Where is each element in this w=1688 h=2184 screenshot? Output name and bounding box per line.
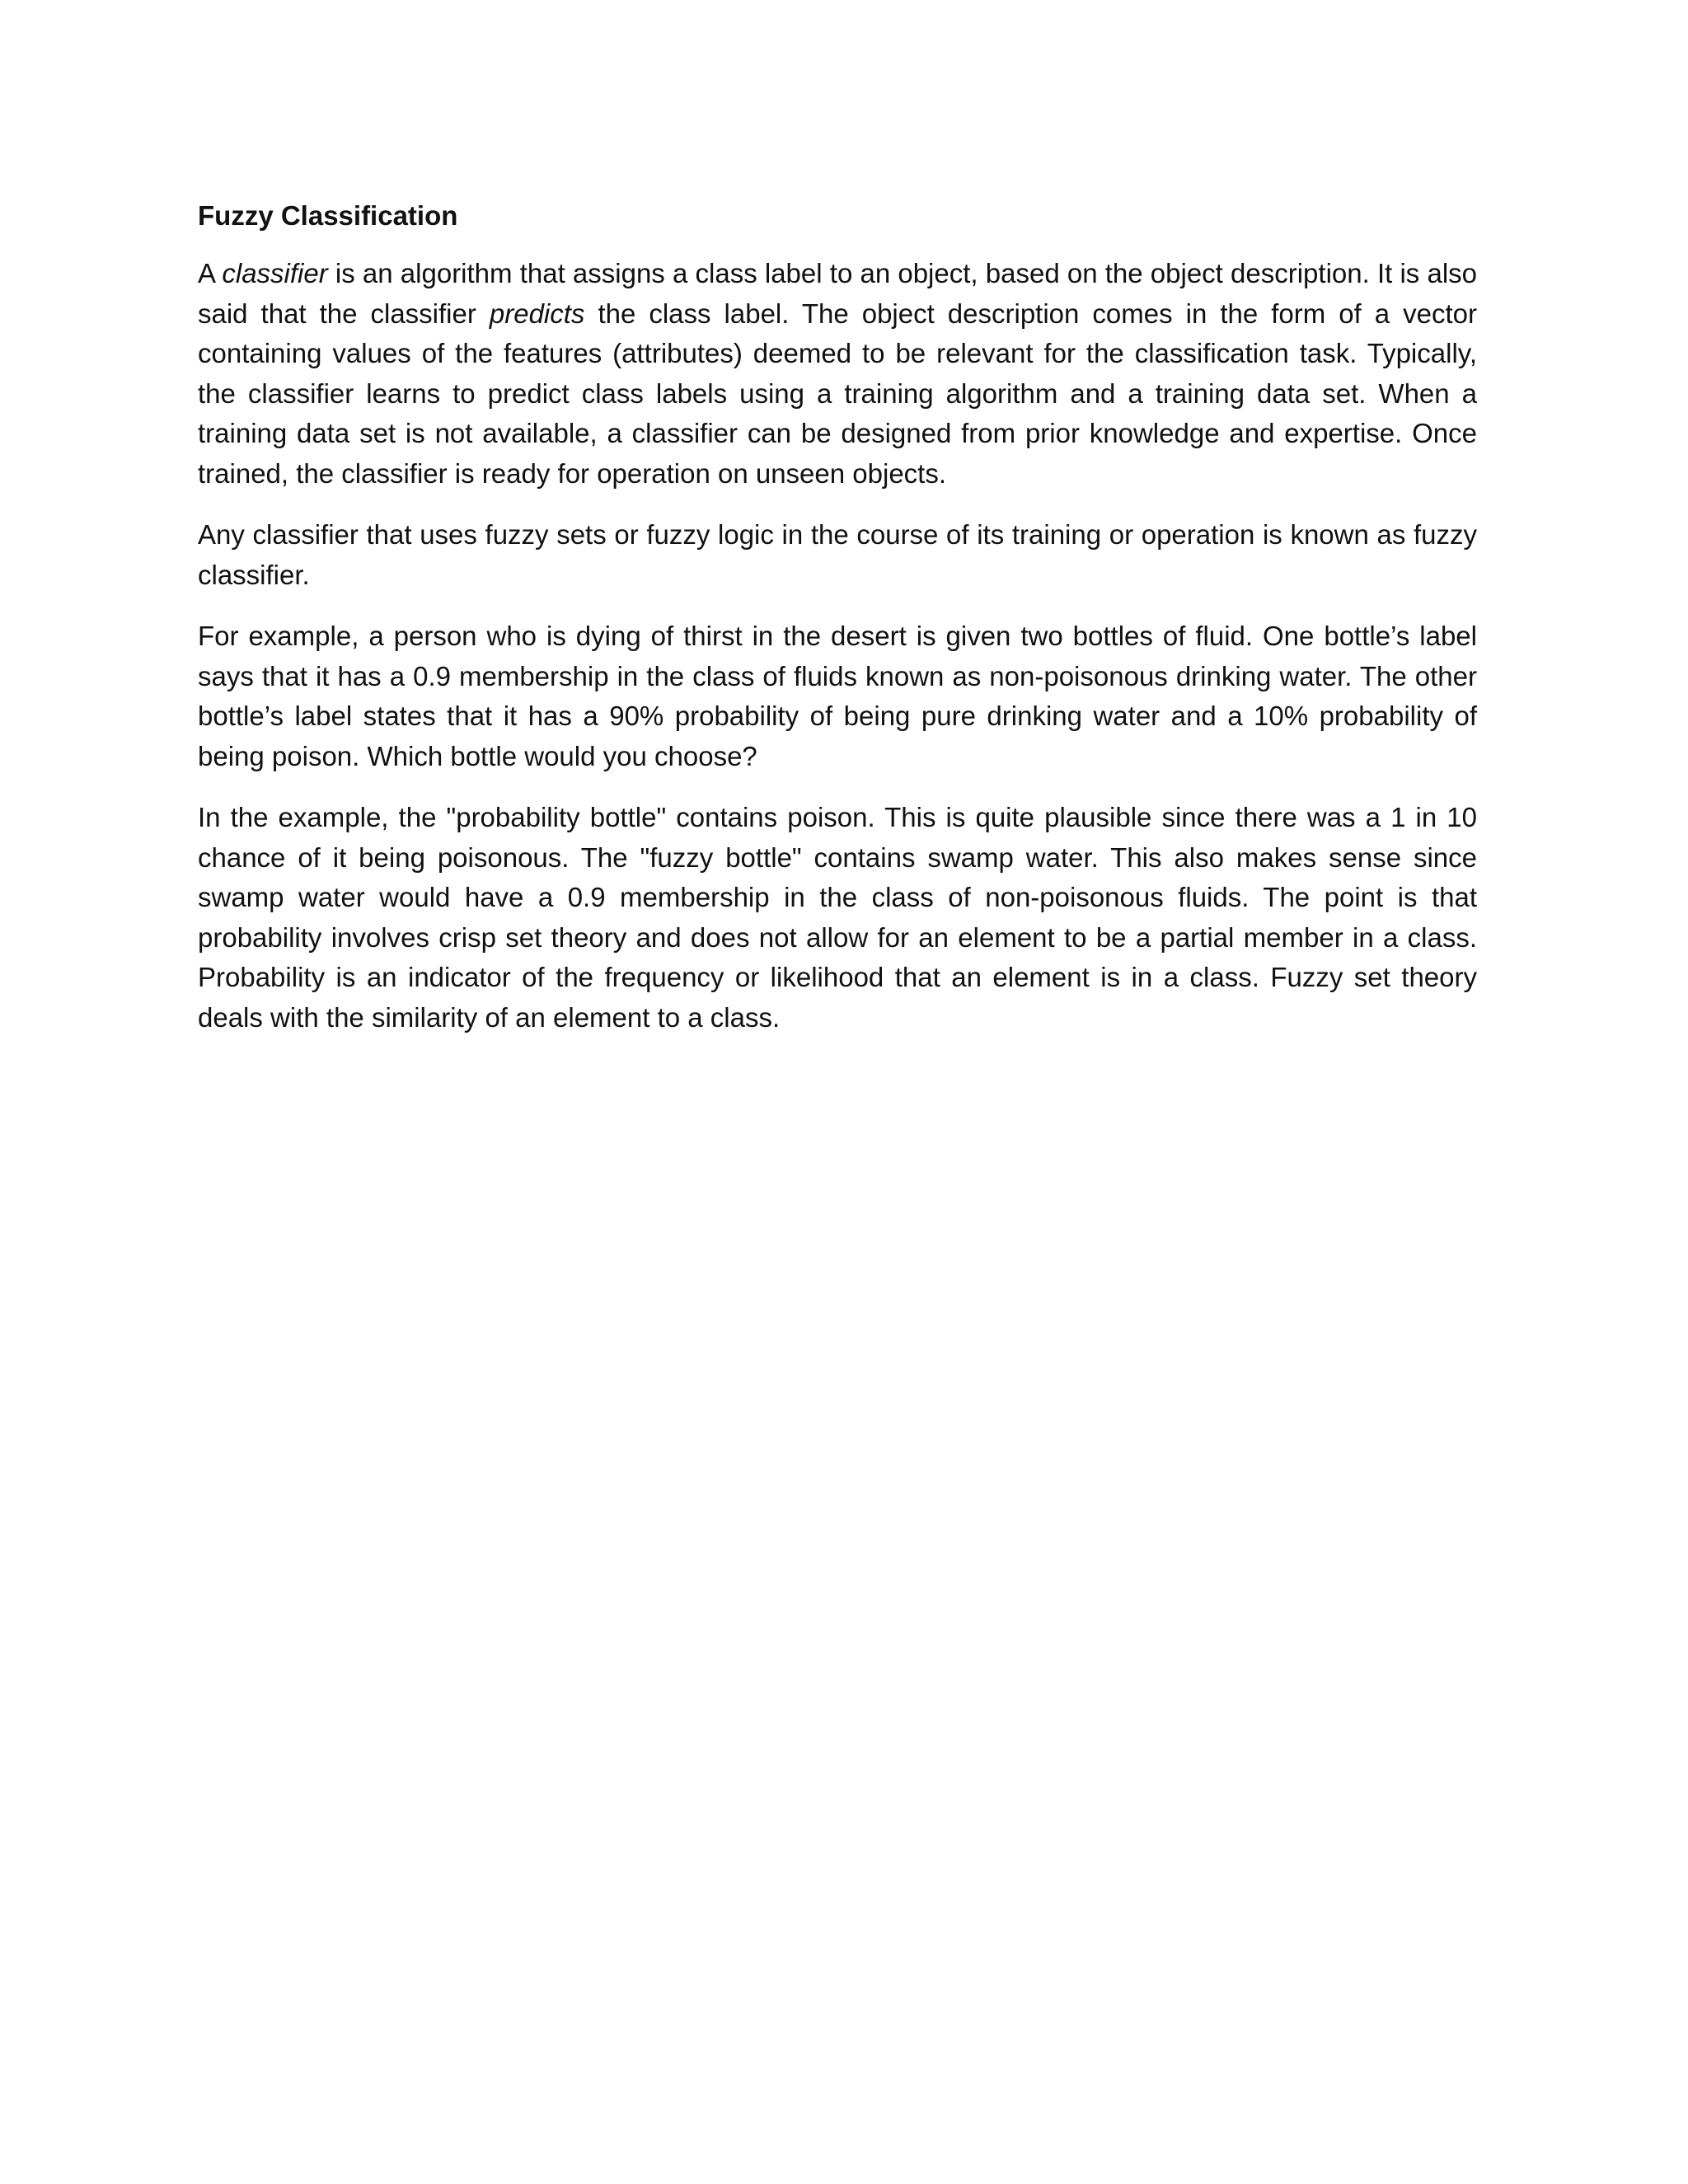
paragraph-classifier-definition [198, 254, 1477, 494]
document-page [198, 196, 1477, 1059]
document-heading: Fuzzy Classification [198, 200, 458, 231]
paragraph-fuzzy-classifier: Any classifier that uses fuzzy sets or fuzzy logic in the course of its training or operation is known as fuzzy classifier. [198, 519, 1477, 590]
paragraph-text: A [198, 258, 223, 288]
italic-term-predicts: predicts [489, 298, 585, 329]
italic-term-classifier: classifier [222, 258, 328, 288]
paragraph-text: the class label. The object description comes in the form of a vector containing values of the features (attributes) deemed to be relevant for the classification task. Typically, the classifier learns to predict class labels using a training algorithm and a training data set. When a training data set is not available, a classifier can be designed from prior knowledge and expertise. Once trained, the classifier is ready for operation on unseen objects. [198, 298, 1477, 489]
paragraph-bottle-example: For example, a person who is dying of thirst in the desert is given two bottles of fluid. One bottle’s label says that it has a 0.9 membership in the class of fluids known as non-poisonous drinking water. The other bottle’s label states that it has a 90% probability of being pure drinking water and a 10% probability of being poison. Which bottle would you choose? [198, 621, 1477, 771]
paragraph-text: is an algorithm that assigns a class label to an object, based on the object description. It is also said that the classifier [198, 258, 1478, 329]
paragraph-example-explanation: In the example, the "probability bottle" contains poison. This is quite plausible since there was a 1 in 10 chance of it being poisonous. The "fuzzy bottle" contains swamp water. This also makes sense since swamp water would have a 0.9 membership in the class of non-poisonous fluids. The point is that probability involves crisp set theory and does not allow for an element to be a partial member in a class. Probability is an indicator of the frequency or likelihood that an element is in a class. Fuzzy set theory deals with the similarity of an element to a class. [198, 802, 1477, 1033]
